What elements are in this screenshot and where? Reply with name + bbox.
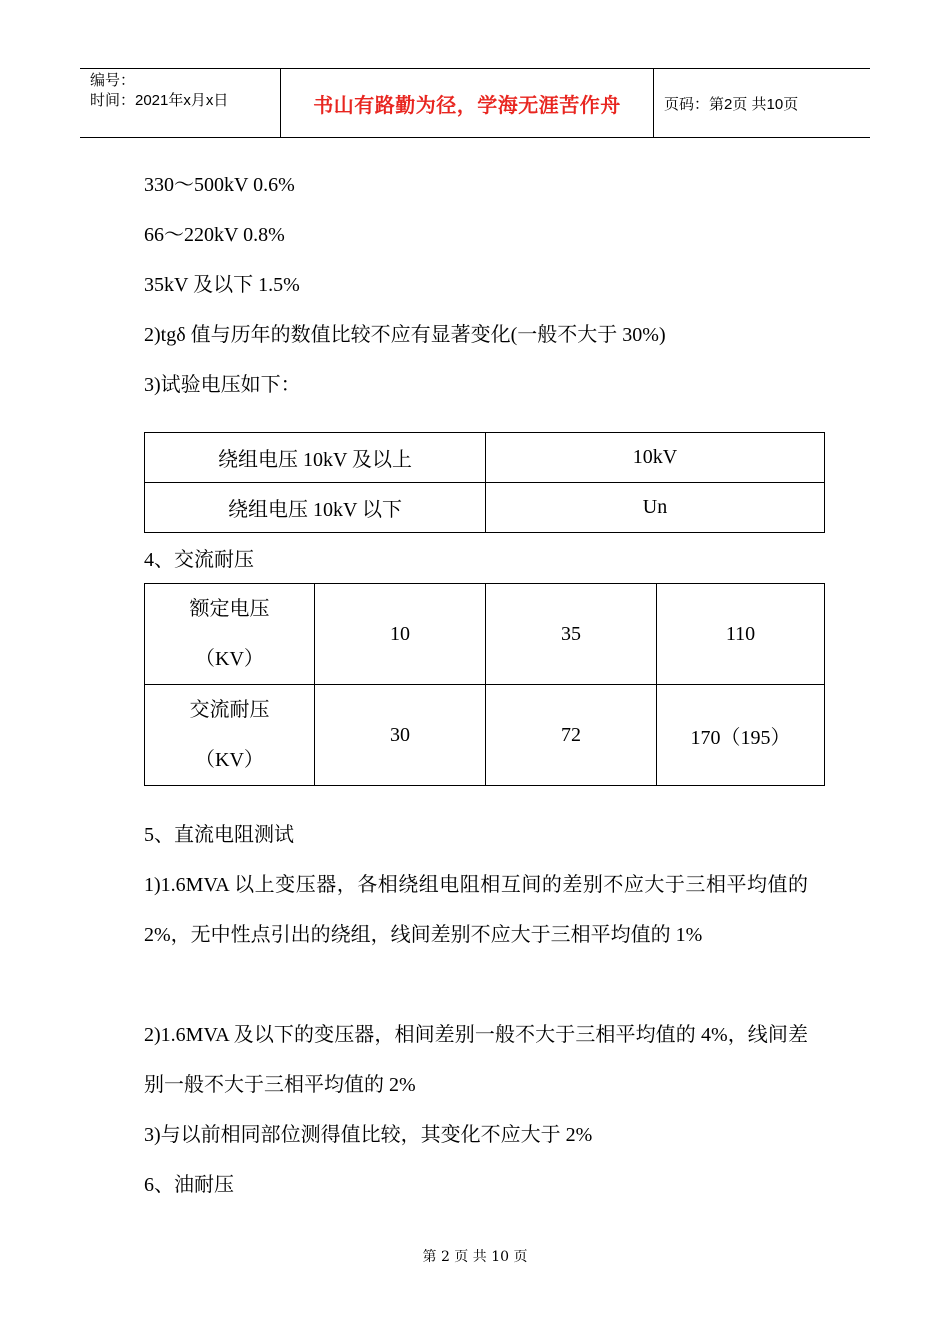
table-cell: 72 (486, 685, 657, 786)
text-line-test-voltage: 3)试验电压如下： (144, 374, 301, 396)
text-line-tg-delta: 2)tgδ 值与历年的数值比较不应有显著变化(一般不大于 30%) (144, 324, 666, 346)
section-heading-ac-withstand: 4、交流耐压 (144, 549, 254, 571)
page-footer: 第 2 页 共 10 页 (422, 1249, 528, 1265)
header-motto: 书山有路勤为径，学海无涯苦作舟 (281, 69, 654, 137)
doc-number-label: 编号： (90, 72, 136, 89)
table-cell: Un (486, 483, 825, 533)
ac-withstand-table (144, 583, 825, 786)
section-heading-oil-withstand: 6、油耐压 (144, 1174, 234, 1196)
table-row-header (145, 685, 315, 786)
table-cell: 绕组电压 10kV 以下 (145, 483, 486, 533)
table-cell: 10 (315, 584, 486, 685)
unit-label: （KV） (195, 749, 264, 771)
rated-voltage-label: 额定电压 (189, 598, 270, 620)
paragraph-above-1-6mva: 1)1.6MVA 以上变压器，各相绕组电阻相互间的差别不应大于三相平均值的 2%，无中性点引出的绕组，线间差别不应大于三相平均值的 1% (144, 874, 808, 946)
ac-withstand-label: 交流耐压 (189, 699, 270, 721)
table-row (145, 584, 825, 685)
table-cell: 170（195） (657, 685, 825, 786)
text-line-35kv: 35kV 及以下 1.5% (144, 274, 300, 296)
table-row (145, 483, 825, 533)
test-voltage-table (144, 432, 825, 533)
table-cell: 10kV (486, 433, 825, 483)
text-line-330-500kv: 330～500kV 0.6% (144, 174, 295, 196)
header-meta (80, 69, 281, 137)
table-row (145, 685, 825, 786)
text-line-66-220kv: 66～220kV 0.8% (144, 224, 285, 246)
paragraph-below-1-6mva: 2)1.6MVA 及以下的变压器，相间差别一般不大于三相平均值的 4%，线间差别一般不大于三相平均值的 2% (144, 1024, 808, 1096)
table-row-header (145, 584, 315, 685)
page-header (80, 68, 870, 138)
text-line-compare-previous: 3)与以前相同部位测得值比较，其变化不应大于 2% (144, 1124, 593, 1146)
unit-label: （KV） (195, 648, 264, 670)
table-cell: 30 (315, 685, 486, 786)
table-cell: 110 (657, 584, 825, 685)
header-page-info: 页码：第2页 共10页 (664, 95, 799, 113)
doc-time-label: 时间：2021年x月x日 (90, 92, 229, 109)
table-row (145, 433, 825, 483)
section-heading-dc-resistance: 5、直流电阻测试 (144, 824, 294, 846)
table-cell: 35 (486, 584, 657, 685)
table-cell: 绕组电压 10kV 及以上 (145, 433, 486, 483)
